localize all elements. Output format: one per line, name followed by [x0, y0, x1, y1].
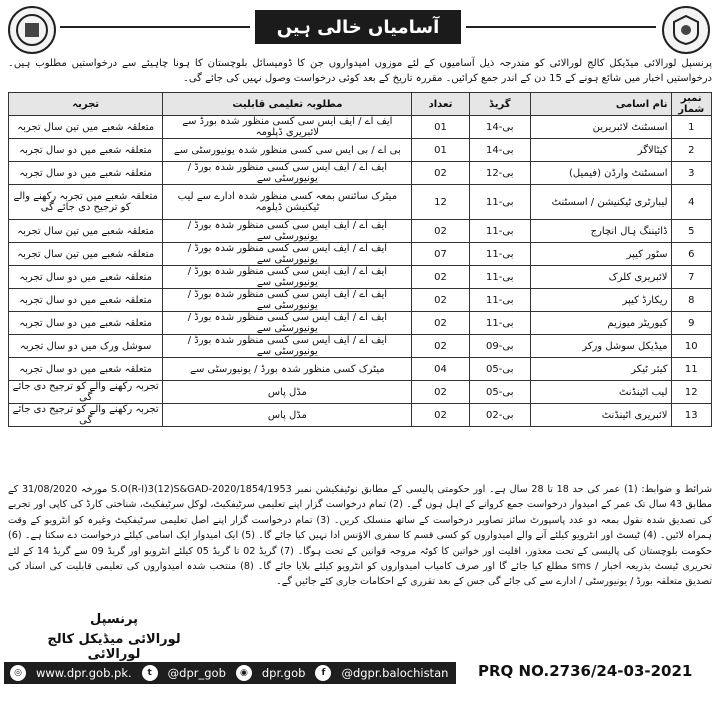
row-name: اسسٹنٹ وارڈن (فیمیل): [530, 162, 671, 185]
globe-icon: ◎: [10, 665, 26, 681]
row-qualification: بی اے / بی ایس سی کسی منظور شدہ یونیورسٹی سے: [163, 139, 412, 162]
row-grade: بی-11: [469, 312, 530, 335]
row-count: 04: [412, 358, 469, 381]
row-count: 02: [412, 162, 469, 185]
row-no: 3: [671, 162, 712, 185]
row-count: 02: [412, 312, 469, 335]
row-name: میڈیکل سوشل ورکر: [530, 335, 671, 358]
row-experience: تجربہ رکھنے والے کو ترجیح دی جائے گی: [9, 404, 163, 427]
website-link[interactable]: www.dpr.gob.pk.: [36, 666, 132, 680]
row-no: 9: [671, 312, 712, 335]
row-count: 01: [412, 116, 469, 139]
title-rule-right: [466, 26, 656, 28]
row-experience: متعلقہ شعبے میں تین سال تجربہ: [9, 116, 163, 139]
row-experience: متعلقہ شعبے میں تین سال تجربہ: [9, 220, 163, 243]
row-no: 2: [671, 139, 712, 162]
row-name: لیب اٹینڈنٹ: [530, 381, 671, 404]
table-row: [9, 116, 712, 139]
table-row: [9, 139, 712, 162]
row-experience: متعلقہ شعبے میں تین سال تجربہ: [9, 243, 163, 266]
row-count: 12: [412, 185, 469, 220]
row-count: 02: [412, 381, 469, 404]
row-name: کیئر ٹیکر: [530, 358, 671, 381]
row-grade: بی-12: [469, 162, 530, 185]
header-name: نام اسامی: [530, 93, 671, 116]
row-count: 02: [412, 220, 469, 243]
row-grade: بی-11: [469, 266, 530, 289]
facebook-link[interactable]: @dgpr.balochistan: [341, 666, 449, 680]
header-count: تعداد: [412, 93, 469, 116]
row-qualification: ایف اے / ایف ایس سی کسی منظور شدہ بورڈ / یونیورسٹی سے: [163, 289, 412, 312]
row-no: 6: [671, 243, 712, 266]
college-emblem-icon: [8, 6, 56, 54]
row-experience: متعلقہ شعبے میں تجربہ رکھنے والے کو ترجیح دی جائے گی: [9, 185, 163, 220]
intro-paragraph: پرنسپل لورالائی میڈیکل کالج لورالائی کو مندرجہ ذیل آسامیوں کے لئے موزوں امیدواروں جن کا ڈومیسائل بلوچستان کا ہونا چاہیئے سے درخواستیں مطلوب ہیں۔ درخواستیں اخبار میں شائع ہونے کے 15 دن کے اندر جمع کرائیں۔ مقررہ تاریخ کے بعد کوئی درخواست وصول نہیں کی جائے گی۔: [8, 58, 712, 84]
instagram-icon: ◉: [236, 665, 252, 681]
row-count: 02: [412, 335, 469, 358]
twitter-link[interactable]: @dpr_gob: [167, 666, 226, 680]
table-row: [9, 289, 712, 312]
page-title: آسامیاں خالی ہیں: [255, 10, 461, 44]
footer: [0, 658, 720, 701]
row-grade: بی-14: [469, 139, 530, 162]
row-experience: متعلقہ شعبے میں دو سال تجربہ: [9, 162, 163, 185]
row-qualification: میٹرک کسی منظور شدہ بورڈ / یونیورسٹی سے: [163, 358, 412, 381]
table-row: [9, 312, 712, 335]
row-experience: تجربہ رکھنے والے کو ترجیح دی جائے گی: [9, 381, 163, 404]
row-no: 12: [671, 381, 712, 404]
row-experience: متعلقہ شعبے میں دو سال تجربہ: [9, 358, 163, 381]
header-no: نمبر شمار: [671, 93, 712, 116]
row-name: لائبریری اٹینڈنٹ: [530, 404, 671, 427]
table-row: [9, 243, 712, 266]
signature-office: لورالائی میڈیکل کالج لورالائی: [47, 632, 181, 662]
table-row: [9, 404, 712, 427]
table-header-row: [9, 93, 712, 116]
row-name: سٹور کیپر: [530, 243, 671, 266]
row-qualification: ایف اے / ایف ایس سی کسی منظور شدہ بورڈ سے لائبریری ڈپلومہ: [163, 116, 412, 139]
row-name: ڈائیننگ ہال انچارج: [530, 220, 671, 243]
header-experience: تجربہ: [9, 93, 163, 116]
row-name: ریکارڈ کیپر: [530, 289, 671, 312]
twitter-icon: t: [142, 665, 158, 681]
table-row: [9, 162, 712, 185]
header-grade: گریڈ: [469, 93, 530, 116]
header: [0, 0, 720, 54]
row-qualification: ایف اے / ایف ایس سی کسی منظور شدہ بورڈ / یونیورسٹی سے: [163, 220, 412, 243]
row-no: 5: [671, 220, 712, 243]
table-row: [9, 185, 712, 220]
facebook-icon: f: [315, 665, 331, 681]
row-experience: سوشل ورک میں دو سال تجربہ: [9, 335, 163, 358]
row-name: اسسٹنٹ لائبریرین: [530, 116, 671, 139]
table-row: [9, 220, 712, 243]
row-count: 02: [412, 266, 469, 289]
row-qualification: ایف اے / ایف ایس سی کسی منظور شدہ بورڈ / یونیورسٹی سے: [163, 243, 412, 266]
row-grade: بی-11: [469, 220, 530, 243]
row-grade: بی-11: [469, 243, 530, 266]
row-name: کیوریٹر میوزیم: [530, 312, 671, 335]
row-experience: متعلقہ شعبے میں دو سال تجربہ: [9, 312, 163, 335]
row-grade: بی-02: [469, 404, 530, 427]
row-grade: بی-05: [469, 381, 530, 404]
row-qualification: ایف اے / ایف ایس سی کسی منظور شدہ بورڈ / یونیورسٹی سے: [163, 312, 412, 335]
row-no: 13: [671, 404, 712, 427]
row-name: کیٹالاگر: [530, 139, 671, 162]
row-qualification: میٹرک سائنس بمعہ کسی منظور شدہ ادارے سے لیب ٹیکنیشن ڈپلومہ: [163, 185, 412, 220]
row-no: 8: [671, 289, 712, 312]
row-no: 4: [671, 185, 712, 220]
row-no: 1: [671, 116, 712, 139]
row-name: لائبریری کلرک: [530, 266, 671, 289]
instagram-link[interactable]: dpr.gob: [261, 666, 306, 680]
row-qualification: ایف اے / ایف ایس سی کسی منظور شدہ بورڈ / یونیورسٹی سے: [163, 335, 412, 358]
row-experience: متعلقہ شعبے میں دو سال تجربہ: [9, 266, 163, 289]
row-qualification: ایف اے / ایف ایس سی کسی منظور شدہ بورڈ / یونیورسٹی سے: [163, 266, 412, 289]
row-grade: بی-14: [469, 116, 530, 139]
row-experience: متعلقہ شعبے میں دو سال تجربہ: [9, 139, 163, 162]
terms-and-conditions: شرائط و ضوابط: (1) عمر کی حد 18 تا 28 سال ہے۔ اور حکومتی پالیسی کے مطابق نوٹیفکیشن نمبر S.O(R-I)3(12)S&GAD-2020/1854/1953 مورخہ 31/08/2020 کے مطابق 43 سال تک عمر کے امیدوار درخواست جمع کروانے کے اہل ہوں گے۔ (2) تمام درخواست گزار اپنے تعلیمی سرٹیفکیٹ، لوکل سرٹیفکیٹ، شناختی کارڈ کی کاپی اور تجربے کی تصدیق شدہ نقول بمعہ دو عدد پاسپورٹ سائز تصاویر درخواست کے ساتھ منسلک کریں۔ (3) تمام درخواست گزار اپنے اصل تعلیمی سرٹیفکیٹ وغیرہ کو انٹرویو کے وقت ہمراہ لائیں۔ (4) ٹیسٹ اور انٹرویو کیلئے آنے والے امیدواروں کو کسی قسم کا سفری الاؤنس ادا نہیں کیا جائے گا۔ (5) ایک امیدوار ایک اسامی کیلئے درخواست دے سکتا ہے۔ (6) حکومت بلوچستان کی پالیسی کے تحت معذور، اقلیت اور خواتین کا کوٹہ مروجہ قوانین کے تحت ہوگا۔ (7) گریڈ 02 تا گریڈ 05 کیلئے انٹرویو اور گریڈ 09 سے گریڈ 14 کے لئے تحریری ٹیسٹ بذریعہ اخبار / sms مطلع کیا جائے گا اور صرف کامیاب امیدواروں کو انٹرویو کیلئے بلایا جائے گا۔ (8) منتخب شدہ امیدواروں کی تعلیمی قابلیت کی اسناد کی تصدیق متعلقہ بورڈ / یونیورسٹی / ادارے سے کی جائے گی جس کے بعد تقرری کے احکامات جاری کئے جائیں گے۔: [8, 484, 713, 588]
row-no: 11: [671, 358, 712, 381]
row-grade: بی-11: [469, 289, 530, 312]
prq-number: PRQ NO.2736/24-03-2021: [478, 662, 693, 680]
row-qualification: ایف اے / ایف ایس سی کسی منظور شدہ بورڈ / یونیورسٹی سے: [163, 162, 412, 185]
table-row: [9, 335, 712, 358]
table-row: [9, 381, 712, 404]
row-no: 10: [671, 335, 712, 358]
vacancy-table: [8, 92, 712, 427]
government-emblem-icon: [662, 6, 710, 54]
row-experience: متعلقہ شعبے میں دو سال تجربہ: [9, 289, 163, 312]
row-name: لیبارٹری ٹیکنیشن / اسسٹنٹ: [530, 185, 671, 220]
table-row: [9, 266, 712, 289]
row-grade: بی-11: [469, 185, 530, 220]
row-qualification: مڈل پاس: [163, 404, 412, 427]
row-count: 01: [412, 139, 469, 162]
row-count: 02: [412, 404, 469, 427]
row-qualification: مڈل پاس: [163, 381, 412, 404]
social-links-bar: [4, 662, 456, 684]
row-grade: بی-09: [469, 335, 530, 358]
row-count: 07: [412, 243, 469, 266]
row-grade: بی-05: [469, 358, 530, 381]
signature-title: پرنسپل: [90, 612, 138, 627]
title-rule-left: [60, 26, 250, 28]
row-no: 7: [671, 266, 712, 289]
row-count: 02: [412, 289, 469, 312]
header-qualification: مطلوبہ تعلیمی قابلیت: [163, 93, 412, 116]
table-row: [9, 358, 712, 381]
